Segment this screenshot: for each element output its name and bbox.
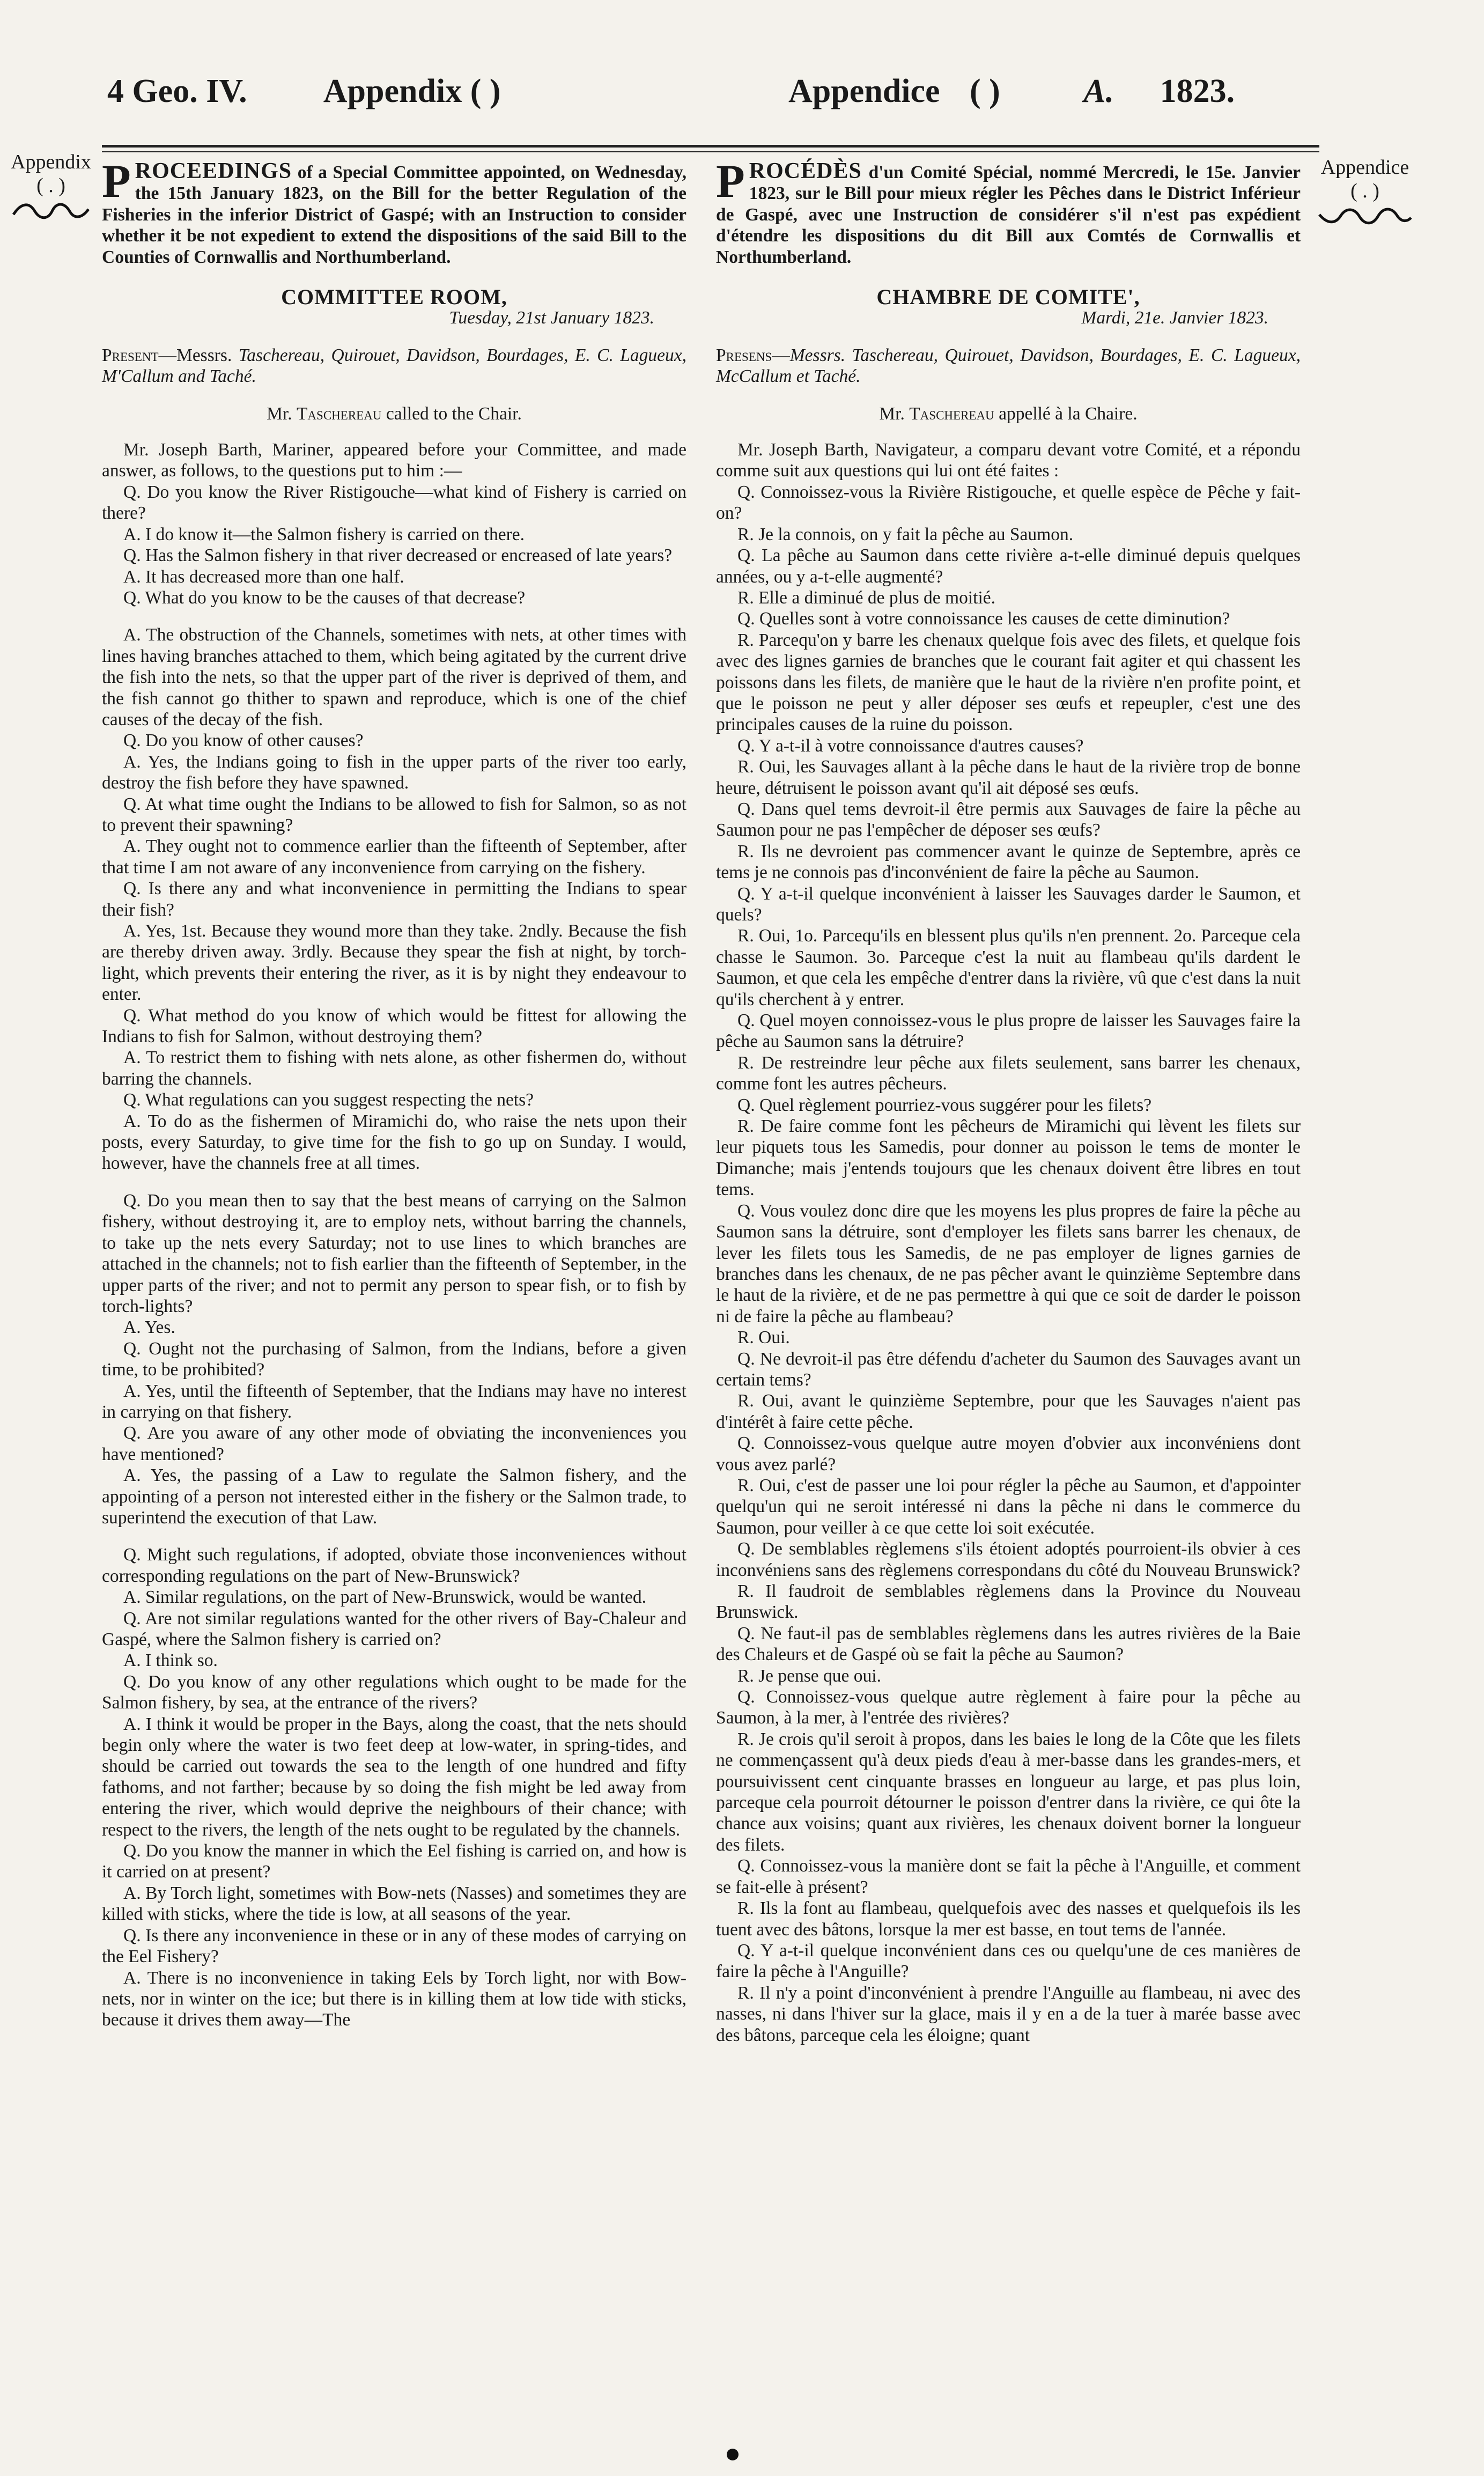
- swash-ornament-icon: [11, 200, 91, 221]
- french-paragraph: Q. Connoissez-vous la manière dont se fait la pêche à l'Anguille, et comment se fait-elle à présent?: [716, 1856, 1301, 1897]
- margin-note-left-paren: ( . ): [36, 174, 65, 197]
- header-year: 1823.: [1160, 73, 1235, 109]
- page-ink-dot: [727, 2449, 739, 2460]
- english-present-pre: Messrs.: [176, 345, 239, 365]
- french-paragraph: Mr. Joseph Barth, Navigateur, a comparu devant votre Comité, et a répondu comme suit aux questions qui lui ont été faites :: [716, 440, 1301, 481]
- english-paragraph: A. Yes, the Indians going to fish in the upper parts of the river too early, destroy the fish before they have spawned.: [102, 751, 686, 793]
- french-paragraph: Q. La pêche au Saumon dans cette rivière a-t-elle diminué depuis quelques années, ou y a-t-elle augmenté?: [716, 546, 1301, 587]
- english-paragraph: A. It has decreased more than one half.: [123, 566, 404, 587]
- french-paragraph: R. Oui, les Sauvages allant à la pêche dans le haut de la rivière trop de bonne heure, détruisent le poisson avant qu'il ait déposé ses œufs.: [716, 757, 1301, 798]
- french-paragraph: R. Oui, 1o. Parcequ'ils en blessent plus qu'ils n'en prennent. 2o. Parceque cela chasse le Saumon. 3o. Parceque c'est la nuit au flambeau qu'ils dardent le Saumon, et que cela les empêche d'entrer dans la rivière, vû que c'est dans la nuit qu'ils cherchent à y entrer.: [716, 926, 1301, 1009]
- english-paragraph: A. I think so.: [123, 1650, 218, 1671]
- english-paragraph: Q. Is there any inconvenience in these or in any of these modes of carrying on the Eel Fishery?: [102, 1925, 686, 1967]
- margin-note-right: [1309, 156, 1421, 226]
- english-paragraph: Q. What do you know to be the causes of that decrease?: [123, 587, 526, 608]
- english-paragraph: Q. Is there any and what inconvenience in permitting the Indians to spear their fish?: [102, 879, 686, 920]
- french-paragraph: Q. Quel moyen connoissez-vous le plus propre de laisser les Sauvages faire la pêche au Saumon sans la détruire?: [716, 1011, 1301, 1052]
- english-paragraph: A. Yes, until the fifteenth of September, that the Indians may have no interest in carrying on that fishery.: [102, 1381, 686, 1422]
- french-paragraph: Q. Connoissez-vous quelque autre règlement à faire pour la pêche au Saumon, à la mer, à l'entrée des rivières?: [716, 1687, 1301, 1728]
- english-paragraph: Q. Are you aware of any other mode of obviating the inconveniences you have mentioned?: [102, 1423, 686, 1464]
- french-paragraph: Q. Connoissez-vous la Rivière Ristigouche, et quelle espèce de Pêche y fait-on?: [716, 482, 1301, 524]
- header-appendix-label: Appendix: [323, 73, 462, 109]
- french-paragraph: R. Je la connois, on y fait la pêche au Saumon.: [737, 524, 1074, 544]
- french-present-names: Messrs. Taschereau, Quirouet, Davidson, Bourdages, E. C. Lagueux, McCallum et Taché.: [716, 345, 1301, 387]
- english-title-rest: of a Special Committee appointed, on Wednesday, the 15th January 1823, on the Bill for the better Regulation of the Fisheries in the inferior District of Gaspé; with an Instruction to consider whether it be not expedient to extend the dispositions of the said Bill to the Counties of Cornwallis and Northumberland.: [102, 163, 686, 267]
- english-paragraph: A. I do know it—the Salmon fishery is carried on there.: [123, 524, 525, 544]
- english-paragraph: A. There is no inconvenience in taking Eels by Torch light, nor with Bow-nets, nor in winter on the ice; but there is in killing them at low tide with sticks, because it drives them away—The: [102, 1967, 686, 2030]
- english-paragraph: A. The obstruction of the Channels, sometimes with nets, at other times with lines having branches attached to them, which being agitated by the current drive the fish into the nets, so that the upper part of the river is deprived of them, and the fish cannot go thither to spawn and reproduce, which is one of the chief causes of the decay of the fish.: [102, 625, 686, 729]
- english-title-lead: ROCEEDINGS: [135, 159, 292, 183]
- swash-ornament-icon: [1317, 205, 1413, 226]
- french-date: Mardi, 21e. Janvier 1823.: [1081, 308, 1268, 328]
- english-paragraph: Q. Has the Salmon fishery in that river decreased or encreased of late years?: [123, 546, 673, 566]
- french-chair: [716, 403, 1301, 424]
- header-reign: 4 Geo. IV.: [107, 73, 247, 109]
- english-paragraphs: [102, 439, 686, 2031]
- french-paragraphs: [716, 439, 1301, 2046]
- english-title: [102, 156, 686, 268]
- english-paragraph: A. By Torch light, sometimes with Bow-nets (Nasses) and sometimes they are killed with sticks, where the tide is low, at all seasons of the year.: [102, 1883, 686, 1925]
- french-paragraph: R. Oui, avant le quinzième Septembre, pour que les Sauvages n'aient pas d'intérêt à faire cette pêche.: [716, 1391, 1301, 1432]
- french-paragraph: R. Il faudroit de semblables règlemens dans la Province du Nouveau Brunswick.: [716, 1581, 1301, 1623]
- english-paragraph: Q. Might such regulations, if adopted, obviate those inconveniences without corresponding regulations on the part of New-Brunswick?: [102, 1545, 686, 1586]
- french-paragraph: R. Je crois qu'il seroit à propos, dans les baies le long de la Côte que les filets ne commençassent qu'à deux pieds d'eau à mer-basse dans les grandes-mers, et poursuivissent cent cinquante brasses en longueur au large, et pas plus loin, parceque cela pourroit détourner le poisson d'entrer dans la rivière, ce qui ôte la chance aux voisins; quant aux rivières, les chenaux doivent borner la longueur des filets.: [716, 1729, 1301, 1855]
- english-title-dropcap: P: [102, 156, 131, 208]
- french-present: [716, 345, 1301, 387]
- english-paragraph: A. Yes.: [123, 1317, 175, 1338]
- english-present-names: Taschereau, Quirouet, Davidson, Bourdages, E. C. Lagueux, M'Callum and Taché.: [102, 345, 686, 387]
- margin-note-left-word: Appendix: [11, 151, 91, 173]
- header-appendix-paren: ( ): [470, 73, 501, 109]
- french-paragraph: Q. Y a-t-il quelque inconvénient à laisser les Sauvages darder le Saumon, et quels?: [716, 883, 1301, 925]
- french-paragraph: R. Oui, c'est de passer une loi pour régler la pêche au Saumon, et d'appointer quelqu'un qui ne seroit intéressé ni dans la pêche ni dans le commerce du Saumon, pour veiller à ce que cette loi soit exécutée.: [716, 1475, 1301, 1538]
- english-column: [102, 156, 686, 2031]
- header-appendice-paren: ( ): [969, 73, 1000, 109]
- french-paragraph: Q. Y a-t-il quelque inconvénient dans ces ou quelqu'une de ces manières de faire la pêche à l'Anguille?: [716, 1940, 1301, 1982]
- french-paragraph: Q. Quel règlement pourriez-vous suggérer pour les filets?: [737, 1095, 1152, 1115]
- french-title: [716, 156, 1301, 268]
- french-paragraph: R. Ils ne devroient pas commencer avant le quinze de Septembre, après ce tems je ne connois pas d'inconvénient de faire la pêche au Saumon.: [716, 841, 1301, 883]
- french-title-rest: d'un Comité Spécial, nommé Mercredi, le 15e. Janvier 1823, sur le Bill pour mieux régler les Pêches dans le District Inférieur de Gaspé, avec une Instruction de considérer s'il n'est pas expédient d'étendre les dispositions du dit Bill aux Comtés de Cornwallis et Northumberland.: [716, 163, 1301, 267]
- french-paragraph: R. De restreindre leur pêche aux filets seulement, sans barrer les chenaux, comme font les autres pêcheurs.: [716, 1052, 1301, 1094]
- french-paragraph: R. Oui.: [737, 1328, 790, 1348]
- french-paragraph: R. Parcequ'on y barre les chenaux quelque fois avec des filets, et quelque fois avec des lignes garnies de branches que le courant fait agiter et qui chassent les poissons dans les filets, de manière que le haut de la rivière n'en profite point, et que le poisson ne peut y aller déposer ses œufs et repeupler, c'est une des principales causes de la ruine du poisson.: [716, 630, 1301, 735]
- english-paragraph: Q. Do you know the manner in which the Eel fishing is carried on, and how is it carried on at present?: [102, 1841, 686, 1882]
- french-paragraph: Q. De semblables règlemens s'ils étoient adoptés pourroient-ils obvier à ces inconvéniens sans des règlemens correspondans du côté du Nouveau Brunswick?: [716, 1539, 1301, 1580]
- french-title-lead: ROCÉDÈS: [749, 159, 862, 183]
- english-paragraph: Q. Ought not the purchasing of Salmon, from the Indians, before a given time, to be prohibited?: [102, 1338, 686, 1380]
- french-title-dropcap: P: [716, 156, 745, 208]
- french-chair-pre: Mr.: [879, 403, 910, 424]
- header-appendice-label: Appendice: [788, 73, 940, 109]
- french-paragraph: Q. Connoissez-vous quelque autre moyen d'obvier aux inconvéniens dont vous avez parlé?: [716, 1433, 1301, 1475]
- french-paragraph: R. Elle a diminué de plus de moitié.: [737, 587, 996, 608]
- english-paragraph: Q. What method do you know of which would be fittest for allowing the Indians to fish for Salmon, without destroying them?: [102, 1005, 686, 1047]
- french-paragraph: Q. Dans quel tems devroit-il être permis aux Sauvages de faire la pêche au Saumon pour ne pas l'empêcher de déposer ses œufs?: [716, 799, 1301, 841]
- english-paragraph: Q. Do you know of other causes?: [123, 731, 364, 751]
- margin-note-right-word: Appendice: [1320, 156, 1409, 179]
- header-rule-thick: [102, 145, 1319, 148]
- french-chair-post: appellé à la Chaire.: [994, 403, 1138, 424]
- english-paragraph: A. Similar regulations, on the part of New-Brunswick, would be wanted.: [123, 1587, 647, 1608]
- english-paragraph: Q. Do you know of any other regulations which ought to be made for the Salmon fishery, by sea, at the entrance of the rivers?: [102, 1671, 686, 1713]
- french-paragraph: Q. Vous voulez donc dire que les moyens les plus propres de faire la pêche au Saumon sans la détruire, sont d'employer les filets sans barrer les chenaux, de lever les filets tous les Samedis, de ne pas employer de lignes garnies de branches dans les chenaux, de ne pas pêcher avant le quinzième Septembre dans le haut de la rivière, et de ne pas permettre à qui que ce soit de darder le poisson ni de faire la pêche au flambeau?: [716, 1200, 1301, 1327]
- french-paragraph: Q. Ne devroit-il pas être défendu d'acheter du Saumon des Sauvages avant un certain tems?: [716, 1348, 1301, 1390]
- english-present: [102, 345, 686, 387]
- english-chair-name: Taschereau: [296, 403, 382, 424]
- french-committee-room: CHAMBRE DE COMITE',: [876, 285, 1140, 310]
- running-header-right: [788, 72, 1235, 137]
- french-paragraph: R. Je pense que oui.: [737, 1666, 881, 1686]
- french-paragraph: R. Ils la font au flambeau, quelquefois avec des nasses et quelquefois ils les tuent avec des bâtons, lorsque la mer est basse, en tout tems de l'année.: [716, 1898, 1301, 1940]
- english-date: Tuesday, 21st January 1823.: [449, 308, 654, 328]
- french-paragraph: Q. Ne faut-il pas de semblables règlemens dans les autres rivières de la Baie des Chaleurs et de Gaspé où se fait la pêche au Saumon?: [716, 1623, 1301, 1665]
- english-committee-room: COMMITTEE ROOM,: [281, 285, 507, 310]
- french-column: [716, 156, 1301, 2046]
- english-paragraph: A. To do as the fishermen of Miramichi do, who raise the nets upon their posts, every Saturday, to give time for the fish to go up on Sunday. I would, however, have the channels free at all times.: [102, 1111, 686, 1174]
- english-paragraph: Q. What regulations can you suggest respecting the nets?: [123, 1090, 534, 1110]
- header-appendix-letter: A.: [1083, 73, 1114, 109]
- english-paragraph: A. They ought not to commence earlier than the fifteenth of September, after that time I am not aware of any inconvenience from carrying on the fishery.: [102, 836, 686, 878]
- english-chair-post: called to the Chair.: [381, 403, 522, 424]
- english-paragraph: Q. Do you know the River Ristigouche—what kind of Fishery is carried on there?: [102, 482, 686, 524]
- header-rule-thin: [102, 151, 1319, 152]
- running-header-left: [107, 72, 501, 137]
- english-chair-pre: Mr.: [267, 403, 297, 424]
- english-paragraph: A. I think it would be proper in the Bays, along the coast, that the nets should begin only where the water is two feet deep at low-water, in spring-tides, and should be carried out towards the sea to the length of one hundred and fifty fathoms, and not farther; because by so doing the fish might be led away from entering the river, which would deprive the neighbours of their chance; with respect to the rivers, the length of the nets ought to be regulated by the channels.: [102, 1714, 686, 1840]
- english-chair: [102, 403, 686, 424]
- french-paragraph: R. De faire comme font les pêcheurs de Miramichi qui lèvent les filets sur leur piquets tous les Samedis, pour donner au poisson le tems de monter le Dimanche; mais j'entends toujours que les chenaux doivent être libres en tout tems.: [716, 1116, 1301, 1200]
- english-paragraph: Q. Are not similar regulations wanted for the other rivers of Bay-Chaleur and Gaspé, where the Salmon fishery is carried on?: [102, 1608, 686, 1649]
- english-paragraph: Q. Do you mean then to say that the best means of carrying on the Salmon fishery, without destroying it, are to employ nets, without barring the channels, to take up the nets every Saturday; not to use lines to which branches are attached in the channels; not to fish earlier than the fifteenth of September, in the upper parts of the river; and not to permit any person to spear fish, or to fish by torch-lights?: [102, 1190, 686, 1316]
- english-present-label: Present—: [102, 345, 177, 365]
- english-paragraph: Q. At what time ought the Indians to be allowed to fish for Salmon, so as not to prevent their spawning?: [102, 794, 686, 835]
- english-paragraph: A. To restrict them to fishing with nets alone, as other fishermen do, without barring the channels.: [102, 1048, 686, 1089]
- english-paragraph: Mr. Joseph Barth, Mariner, appeared before your Committee, and made answer, as follows, to the questions put to him :—: [102, 440, 686, 481]
- french-paragraph: R. Il n'y a point d'inconvénient à prendre l'Anguille au flambeau, ni avec des nasses, ni dans l'hiver sur la glace, mais il y en a de la tuer à marée basse avec des bâtons, parceque cela les éloigne; quant: [716, 1983, 1301, 2045]
- margin-note-right-paren: ( . ): [1350, 180, 1379, 202]
- french-chair-name: Taschereau: [909, 403, 994, 424]
- english-paragraph: A. Yes, 1st. Because they wound more than they take. 2ndly. Because the fish are thereby driven away. 3rdly. Because they spear the fish at night, by torch-light, which prevents their entering the river, as it is by night they endeavour to enter.: [102, 921, 686, 1005]
- french-paragraph: Q. Quelles sont à votre connoissance les causes de cette diminution?: [737, 609, 1230, 629]
- english-paragraph: A. Yes, the passing of a Law to regulate the Salmon fishery, and the appointing of a person not interested either in the fishery or the Salmon trade, to superintend the execution of that Law.: [102, 1465, 686, 1528]
- margin-note-left: [5, 150, 97, 221]
- french-paragraph: Q. Y a-t-il à votre connoissance d'autres causes?: [737, 735, 1084, 756]
- french-present-label: Presens—: [716, 345, 790, 365]
